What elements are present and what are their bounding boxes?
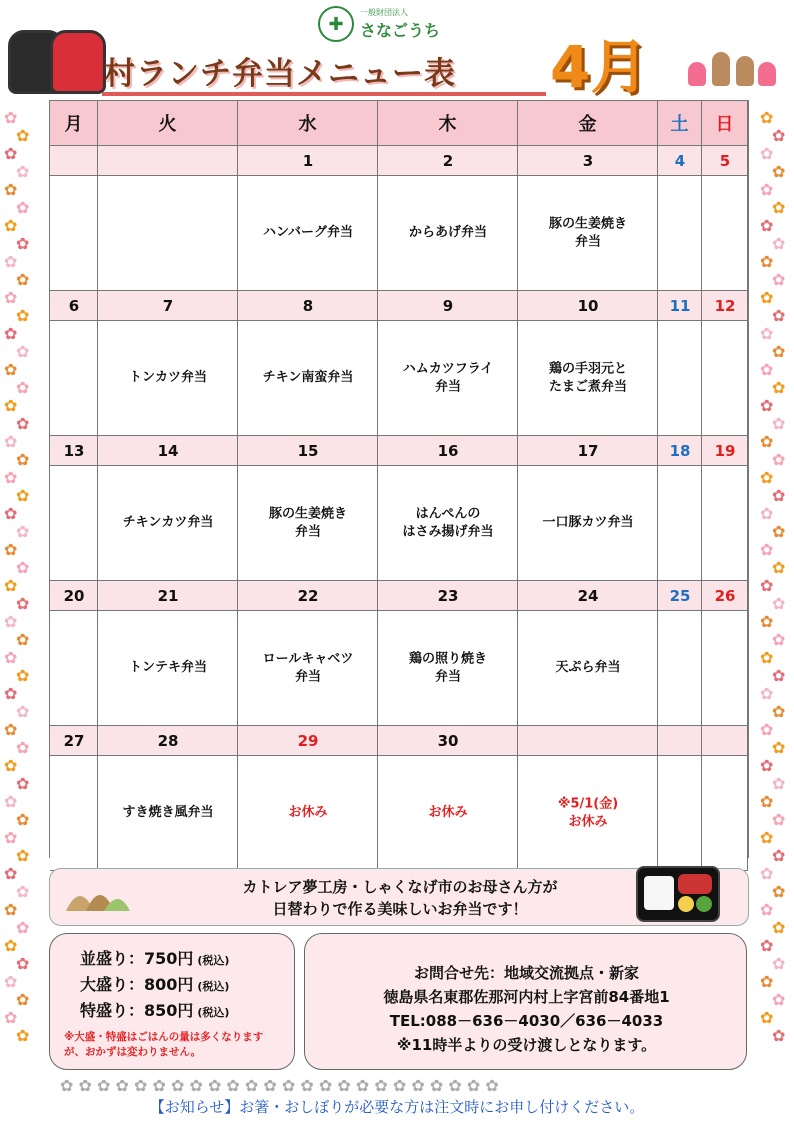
footer-notice: 【お知らせ】お箸・おしぼりが必要な方は注文時にお申し付けください。 bbox=[149, 1098, 645, 1116]
price-regular: 並盛り：750円 (税込) bbox=[80, 949, 230, 968]
notice-line-1: カトレア夢工房・しゃくなげ市のお母さん方が bbox=[242, 878, 558, 896]
flower-icon: ✿ bbox=[772, 126, 786, 145]
calendar-cell bbox=[50, 466, 98, 580]
flower-icon: ✿ bbox=[4, 110, 18, 127]
week-day-row bbox=[50, 726, 748, 756]
menu-item: 豚の生姜焼き 弁当 bbox=[548, 216, 628, 249]
flower-icon: ✿ bbox=[760, 972, 774, 991]
week-day-row bbox=[50, 291, 748, 321]
flower-icon: ✿ bbox=[16, 810, 30, 829]
menu-item: ※5/1(金) お休み bbox=[557, 796, 619, 829]
calendar-cell bbox=[702, 611, 748, 725]
flower-icon: ✿ bbox=[760, 720, 774, 739]
flower-icon: ✿ bbox=[16, 306, 30, 325]
flower-icon: ✿ bbox=[4, 432, 18, 451]
title-underline bbox=[102, 92, 546, 96]
day-number: 21 bbox=[157, 587, 179, 605]
bamboo-shoot-icon bbox=[712, 52, 730, 86]
flower-icon: ✿ bbox=[760, 110, 774, 127]
flower-icon: ✿ bbox=[760, 648, 774, 667]
organization-logo bbox=[318, 6, 440, 42]
day-number: 19 bbox=[714, 442, 736, 460]
notice-line-2: 日替わりで作る美味しいお弁当です！ bbox=[272, 899, 528, 918]
flower-icon: ✿ bbox=[772, 846, 786, 865]
flower-icon: ✿ bbox=[772, 594, 786, 613]
flower-icon: ✿ bbox=[772, 414, 786, 433]
flower-icon: ✿ bbox=[772, 558, 786, 577]
contact-address: 徳島県名東郡佐那河内村上字宮前84番地1 bbox=[383, 988, 670, 1006]
week-day-row bbox=[50, 146, 748, 176]
flower-icon: ✿ bbox=[772, 666, 786, 685]
flower-icon: ✿ bbox=[772, 450, 786, 469]
week-meal-row bbox=[50, 321, 748, 436]
flower-icon: ✿ bbox=[772, 342, 786, 361]
flower-icon: ✿ bbox=[16, 126, 30, 145]
flower-icon: ✿ bbox=[772, 774, 786, 793]
weekday-header-tuesday: 火 bbox=[98, 101, 238, 146]
logo-text bbox=[360, 7, 440, 41]
menu-item: トンテキ弁当 bbox=[128, 660, 208, 676]
day-number: 8 bbox=[302, 297, 314, 315]
day-number: 1 bbox=[302, 152, 314, 170]
flower-icon: ✿ bbox=[4, 504, 18, 523]
flower-icon: ✿ bbox=[760, 864, 774, 883]
flower-icon: ✿ bbox=[760, 432, 774, 451]
weekday-header-friday: 金 bbox=[518, 101, 658, 146]
menu-item: 一口豚カツ弁当 bbox=[542, 515, 634, 531]
flower-icon: ✿ bbox=[16, 594, 30, 613]
calendar-cell bbox=[50, 321, 98, 435]
calendar-cell bbox=[702, 176, 748, 290]
flower-icon: ✿ bbox=[4, 720, 18, 739]
weekday-header-saturday: 土 bbox=[658, 101, 702, 146]
day-number: 13 bbox=[63, 442, 85, 460]
flower-icon: ✿ bbox=[760, 288, 774, 307]
flower-icon: ✿ bbox=[16, 846, 30, 865]
menu-item: 天ぷら弁当 bbox=[555, 660, 621, 676]
day-number: 11 bbox=[669, 297, 691, 315]
flower-icon: ✿ bbox=[772, 630, 786, 649]
flower-icon: ✿ bbox=[4, 468, 18, 487]
flower-icon: ✿ bbox=[760, 324, 774, 343]
flower-icon: ✿ bbox=[760, 216, 774, 235]
flower-icon: ✿ bbox=[4, 288, 18, 307]
calendar-cell bbox=[702, 321, 748, 435]
flower-icon: ✿ bbox=[772, 738, 786, 757]
tulip-icon bbox=[688, 62, 706, 86]
flower-icon: ✿ bbox=[4, 180, 18, 199]
flower-icon: ✿ bbox=[760, 756, 774, 775]
flower-icon: ✿ bbox=[16, 234, 30, 253]
weekday-header-thursday: 木 bbox=[378, 101, 518, 146]
price-extra-large: 特盛り：850円 (税込) bbox=[80, 1001, 230, 1020]
flower-icon: ✿ bbox=[760, 792, 774, 811]
flower-icon: ✿ bbox=[16, 486, 30, 505]
flower-icon: ✿ bbox=[772, 162, 786, 181]
day-number: 18 bbox=[669, 442, 691, 460]
price-note: ※大盛・特盛はごはんの量は多くなりますが、おかずは変わりません。 bbox=[64, 1031, 264, 1058]
day-number: 15 bbox=[297, 442, 319, 460]
calendar-cell bbox=[50, 611, 98, 725]
flower-icon: ✿ bbox=[772, 918, 786, 937]
calendar-cell bbox=[50, 176, 98, 290]
day-number: 9 bbox=[442, 297, 454, 315]
contact-phone: TEL:088－636－4030／636－4033 bbox=[389, 1012, 664, 1030]
menu-item: ハムカツフライ 弁当 bbox=[402, 361, 494, 394]
calendar-cell bbox=[658, 321, 702, 435]
flower-icon: ✿ bbox=[772, 882, 786, 901]
flower-icon: ✿ bbox=[772, 378, 786, 397]
calendar-cell bbox=[658, 611, 702, 725]
day-number: 25 bbox=[669, 587, 691, 605]
menu-item: お休み bbox=[288, 805, 328, 821]
flower-icon: ✿ bbox=[760, 360, 774, 379]
day-number: 22 bbox=[297, 587, 319, 605]
menu-item: トンカツ弁当 bbox=[128, 370, 208, 386]
flower-icon: ✿ bbox=[760, 828, 774, 847]
flower-icon: ✿ bbox=[16, 774, 30, 793]
contact-pickup-note: ※11時半よりの受け渡しとなります。 bbox=[396, 1036, 657, 1054]
notice-text bbox=[190, 877, 610, 921]
flower-icon: ✿ bbox=[4, 684, 18, 703]
footer-flower-decoration: ✿ ✿ ✿ ✿ ✿ ✿ ✿ ✿ ✿ ✿ ✿ ✿ ✿ ✿ ✿ ✿ ✿ ✿ ✿ ✿ ✿ ✿ ✿ ✿ bbox=[60, 1076, 499, 1095]
contact-box bbox=[304, 933, 747, 1070]
calendar-cell bbox=[50, 756, 98, 870]
flower-icon: ✿ bbox=[772, 522, 786, 541]
flower-icon: ✿ bbox=[16, 522, 30, 541]
flower-icon: ✿ bbox=[4, 900, 18, 919]
flower-icon: ✿ bbox=[760, 1008, 774, 1027]
flower-icon: ✿ bbox=[16, 882, 30, 901]
calendar-cell bbox=[98, 146, 238, 175]
menu-item: 鶏の手羽元と たまご煮弁当 bbox=[548, 361, 628, 394]
flower-icon: ✿ bbox=[4, 828, 18, 847]
menu-item: はんぺんの はさみ揚げ弁当 bbox=[402, 506, 494, 539]
tulip-icon bbox=[758, 62, 776, 86]
flower-icon: ✿ bbox=[760, 576, 774, 595]
flower-icon: ✿ bbox=[16, 378, 30, 397]
flower-icon: ✿ bbox=[4, 144, 18, 163]
flower-icon: ✿ bbox=[772, 486, 786, 505]
flower-icon: ✿ bbox=[16, 918, 30, 937]
clover-logo-icon: ✚ bbox=[318, 6, 354, 42]
week-meal-row bbox=[50, 611, 748, 726]
flower-icon: ✿ bbox=[4, 756, 18, 775]
flower-icon: ✿ bbox=[16, 558, 30, 577]
day-number: 26 bbox=[714, 587, 736, 605]
flower-icon: ✿ bbox=[760, 684, 774, 703]
flower-icon: ✿ bbox=[760, 612, 774, 631]
week-meal-row bbox=[50, 466, 748, 581]
price-large: 大盛り：800円 (税込) bbox=[80, 975, 230, 994]
calendar-cell bbox=[658, 176, 702, 290]
flower-icon: ✿ bbox=[4, 864, 18, 883]
menu-item: 鶏の照り焼き 弁当 bbox=[408, 651, 488, 684]
flower-icon: ✿ bbox=[772, 306, 786, 325]
flower-icon: ✿ bbox=[4, 936, 18, 955]
flower-icon: ✿ bbox=[772, 270, 786, 289]
flower-icon: ✿ bbox=[760, 540, 774, 559]
menu-item: 豚の生姜焼き 弁当 bbox=[268, 506, 348, 539]
day-number: 17 bbox=[577, 442, 599, 460]
bamboo-shoot-icon bbox=[736, 56, 754, 86]
flower-icon: ✿ bbox=[16, 198, 30, 217]
menu-item: ロールキャベツ 弁当 bbox=[262, 651, 354, 684]
flower-icon: ✿ bbox=[16, 702, 30, 721]
flower-icon: ✿ bbox=[760, 144, 774, 163]
flower-icon: ✿ bbox=[4, 792, 18, 811]
flower-icon: ✿ bbox=[4, 612, 18, 631]
flower-icon: ✿ bbox=[772, 954, 786, 973]
day-number: 28 bbox=[157, 732, 179, 750]
red-school-bag-icon bbox=[50, 30, 106, 94]
calendar-cell bbox=[98, 176, 238, 290]
flower-icon: ✿ bbox=[16, 162, 30, 181]
flower-icon: ✿ bbox=[4, 324, 18, 343]
left-flower-border bbox=[2, 110, 36, 1070]
week-day-row bbox=[50, 581, 748, 611]
flower-icon: ✿ bbox=[772, 990, 786, 1009]
tulip-decoration bbox=[684, 10, 780, 86]
bamboo-shoot-illustration bbox=[62, 877, 132, 913]
flower-icon: ✿ bbox=[16, 666, 30, 685]
calendar-cell bbox=[658, 726, 702, 755]
flower-icon: ✿ bbox=[16, 1026, 30, 1045]
flower-icon: ✿ bbox=[4, 1008, 18, 1027]
day-number: 2 bbox=[442, 152, 454, 170]
flower-icon: ✿ bbox=[772, 234, 786, 253]
price-box bbox=[49, 933, 295, 1070]
header bbox=[0, 0, 794, 100]
week-meal-row bbox=[50, 756, 748, 871]
flower-icon: ✿ bbox=[4, 576, 18, 595]
day-number: 24 bbox=[577, 587, 599, 605]
flower-icon: ✿ bbox=[16, 990, 30, 1009]
flower-icon: ✿ bbox=[16, 270, 30, 289]
menu-item: チキン南蛮弁当 bbox=[262, 370, 354, 386]
day-number: 6 bbox=[68, 297, 80, 315]
flower-icon: ✿ bbox=[4, 648, 18, 667]
menu-calendar bbox=[49, 100, 749, 858]
flower-icon: ✿ bbox=[16, 954, 30, 973]
flower-icon: ✿ bbox=[16, 414, 30, 433]
flower-icon: ✿ bbox=[4, 540, 18, 559]
week-day-row bbox=[50, 436, 748, 466]
menu-item: チキンカツ弁当 bbox=[122, 515, 214, 531]
flower-icon: ✿ bbox=[4, 396, 18, 415]
day-number: 5 bbox=[719, 152, 731, 170]
day-number: 10 bbox=[577, 297, 599, 315]
day-number: 4 bbox=[674, 152, 686, 170]
org-small-label: 一般財団法人 bbox=[360, 8, 408, 17]
menu-item: ハンバーグ弁当 bbox=[262, 225, 354, 241]
calendar-cell bbox=[702, 726, 748, 755]
menu-item: お休み bbox=[428, 805, 468, 821]
calendar-cell bbox=[518, 726, 658, 755]
month-title: 4月 bbox=[550, 33, 649, 101]
day-number: 30 bbox=[437, 732, 459, 750]
day-number: 23 bbox=[437, 587, 459, 605]
bento-box-illustration bbox=[636, 866, 720, 922]
flower-icon: ✿ bbox=[4, 360, 18, 379]
contact-line-1: お問合せ先：地域交流拠点・新家 bbox=[413, 964, 639, 982]
flower-icon: ✿ bbox=[4, 216, 18, 235]
org-name: さなごうち bbox=[360, 21, 441, 40]
calendar-cell bbox=[658, 756, 702, 870]
week-meal-row bbox=[50, 176, 748, 291]
day-number: 20 bbox=[63, 587, 85, 605]
right-flower-border bbox=[758, 110, 792, 1070]
day-number: 27 bbox=[63, 732, 85, 750]
flower-icon: ✿ bbox=[760, 504, 774, 523]
calendar-cell bbox=[702, 756, 748, 870]
weekday-header-wednesday: 水 bbox=[238, 101, 378, 146]
day-number: 12 bbox=[714, 297, 736, 315]
flower-icon: ✿ bbox=[772, 702, 786, 721]
weekday-header-sunday: 日 bbox=[702, 101, 748, 146]
flower-icon: ✿ bbox=[772, 198, 786, 217]
flower-icon: ✿ bbox=[760, 180, 774, 199]
flower-icon: ✿ bbox=[772, 810, 786, 829]
flower-icon: ✿ bbox=[16, 450, 30, 469]
day-number: 3 bbox=[582, 152, 594, 170]
calendar-cell bbox=[50, 146, 98, 175]
flower-icon: ✿ bbox=[760, 396, 774, 415]
flower-icon: ✿ bbox=[16, 738, 30, 757]
flower-icon: ✿ bbox=[760, 936, 774, 955]
calendar-cell bbox=[702, 466, 748, 580]
flower-icon: ✿ bbox=[760, 252, 774, 271]
flower-icon: ✿ bbox=[760, 468, 774, 487]
flower-icon: ✿ bbox=[760, 900, 774, 919]
flower-icon: ✿ bbox=[4, 252, 18, 271]
weekday-header-monday: 月 bbox=[50, 101, 98, 146]
day-number: 29 bbox=[297, 732, 319, 750]
flower-icon: ✿ bbox=[16, 342, 30, 361]
calendar-cell bbox=[658, 466, 702, 580]
menu-item: からあげ弁当 bbox=[408, 225, 488, 241]
menu-item: すき焼き風弁当 bbox=[122, 805, 214, 821]
flower-icon: ✿ bbox=[4, 972, 18, 991]
page-title: 村ランチ弁当メニュー表 bbox=[104, 56, 456, 92]
flower-icon: ✿ bbox=[16, 630, 30, 649]
day-number: 7 bbox=[162, 297, 174, 315]
day-number: 14 bbox=[157, 442, 179, 460]
flower-icon: ✿ bbox=[772, 1026, 786, 1045]
day-number: 16 bbox=[437, 442, 459, 460]
